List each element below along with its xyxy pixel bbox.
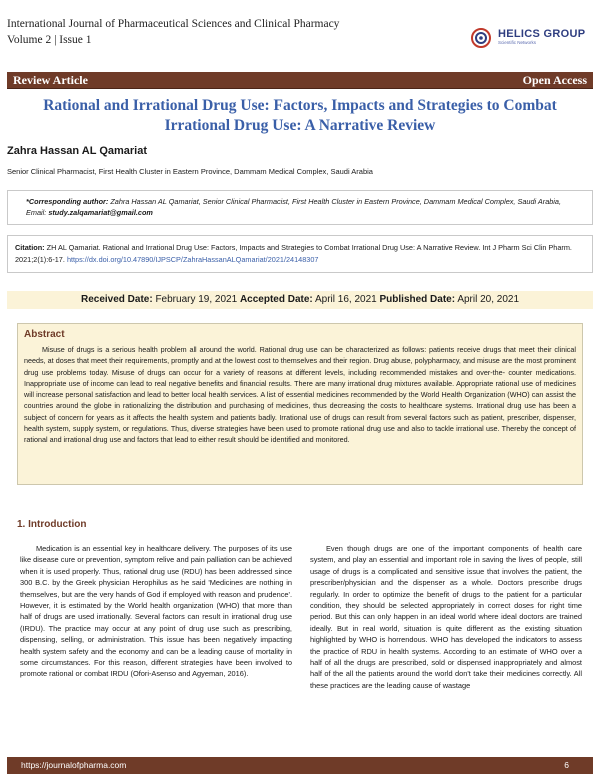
published-date: April 20, 2021 [457, 294, 520, 305]
dates-bar [7, 291, 593, 309]
page-footer [7, 757, 593, 774]
journal-header [7, 16, 467, 48]
author-affiliation: Senior Clinical Pharmacist, First Health Cluster in Eastern Province, Dammam Medical Complex, Saudi Arabia [7, 167, 373, 176]
article-title: Rational and Irrational Drug Use: Factors, Impacts and Strategies to Combat Irrational Drug Use: A Narrative Review [43, 97, 557, 134]
citation-doi-link[interactable]: https://dx.doi.org/10.47890/IJPSCP/ZahraHassanALQamariat/2021/24148307 [66, 254, 319, 264]
abstract-box [17, 323, 583, 485]
author-name: Zahra Hassan AL Qamariat [7, 145, 148, 157]
article-type-ribbon [7, 72, 593, 89]
accepted-date: April 16, 2021 [315, 294, 377, 305]
citation-box [7, 235, 593, 273]
received-label: Received Date: [80, 294, 153, 305]
intro-left-column [20, 543, 292, 680]
section-title-introduction: 1. Introduction [17, 519, 87, 530]
logo-text: HELICS GROUP [498, 28, 586, 40]
access-type: Open Access [522, 73, 587, 87]
published-label: Published Date: [379, 294, 456, 305]
helics-logo-icon [468, 27, 494, 49]
accepted-label: Accepted Date: [239, 294, 313, 305]
journal-name: International Journal of Pharmaceutical Sciences and Clinical Pharmacy [7, 18, 340, 30]
intro-right-column [310, 543, 582, 691]
article-type: Review Article [13, 73, 88, 87]
citation-text: ZH AL Qamariat. Rational and Irrational Drug Use: Factors, Impacts and Strategies to Combat Irrational Drug Use: A Narrative Review. Int J Pharm Sci Clin Pharm. 2021;2(1):6-17. [15, 243, 572, 264]
journal-volume-issue: Volume 2 | Issue 1 [7, 34, 92, 46]
abstract-body: Misuse of drugs is a serious health problem all around the world. Rational drug use can be characterized as follows: patients receive drugs that meet their clinical needs, at doses that meet their requirements, promptly and at the lowest cost to themselves and their region. Drug abuse, polypharmacy, and misuse are the most prominent drug use problems today. Misuse of drugs can occur for a variety of reasons at different levels, including recommended mistakes and over-the- counter medications. Inappropriate use of income can lead to real negative benefits and financial results. There are many irrational drug mixtures available. Appropriate rational use of medicines will increase personal satisfaction and lead to better local health services. A list of essential medicines recommended by the World Health Organization (WHO) can assist the countries around the globe in rationalizing the distribution and purchasing of medicines, thus decreasing the costs to healthcare systems. Irrational drug use has been a subject of concern for years as it affects the health system and patients badly. Irrational use of drugs can result from several factors such as patient, prescriber, dispenser, health system, supply system, or regulations. Thus, diverse strategies have been used to promote rational drug use and also to tackle irrational use. Thereby the concept of rational and irrational drug use and factors that lead to either result should be identified and monitored. [24, 345, 576, 445]
corresponding-author-box [7, 190, 593, 225]
page-number: 6 [564, 760, 569, 770]
received-date: February 19, 2021 [155, 294, 238, 305]
abstract-title: Abstract [24, 329, 65, 340]
publisher-logo [468, 27, 588, 49]
logo-subtext: Scientific Networks [498, 40, 537, 45]
intro-paragraph-left: Medication is an essential key in healthcare delivery. The purposes of its use like disease cure or prevention, symptom relive and pain palliation can be achieved when it is used properly. Thus, rational drug use (RDU) has been addressed since 300 B.C. by the Greek physician Herophilus as he said 'Medicines are nothing in themselves, but are the very hands of God if employed with reason and prudence'. However, it is estimated by the World health organization (WHO) that more than half of drugs are used irrationally. Several factors can result in irrational drug use (IRDU). The practice may occur at any point of drug use such as prescribing, dispensing, selling, or administration. This issue has been negatively impacting health system safety and the economy and can be a leading cause of mortality in some circumstances. For this reason, different strategies have been involved to promote rational or combat IRDU (Ofori-Asenso and Agyeman, 2016). [20, 544, 292, 679]
corresponding-label: *Corresponding author: [26, 197, 109, 206]
footer-url-link[interactable]: https://journalofpharma.com [21, 760, 127, 770]
corresponding-email[interactable]: study.zalqamariat@gmail.com [48, 208, 153, 217]
corresponding-text: Zahra Hassan AL Qamariat, Senior Clinical Pharmacist, First Health Cluster in Eastern Province, Dammam Medical Complex, Saudi Arabia, Email: [26, 197, 562, 217]
citation-label: Citation: [15, 243, 45, 252]
intro-paragraph-right: Even though drugs are one of the important components of health care system, and play an essential and important role in saving the lives of people, still usage of drugs is a complicated and sensitive issue that involves the patient, the prescriber/physician and the dispenser as a whole. Doctors prescribe drugs regularly. In order to optimize the benefit of drugs to the patient for a particular condition, they should be selected appropriately in correct doses for right time period. But this can only happen in an ideal world where ideal doctors are trained ideally. But in real world, situation is quite different as the existing situation highlighted by WHO is horrendous. WHO has developed the indicators to assess the practice of RDU in health systems. According to an estimate of WHO over a half of all the drugs are prescribed, sold or dispensed inappropriately and almost half of the all the patients around the world don't take their medicines correctly. All these practices are the leading cause of wastage [310, 544, 582, 690]
